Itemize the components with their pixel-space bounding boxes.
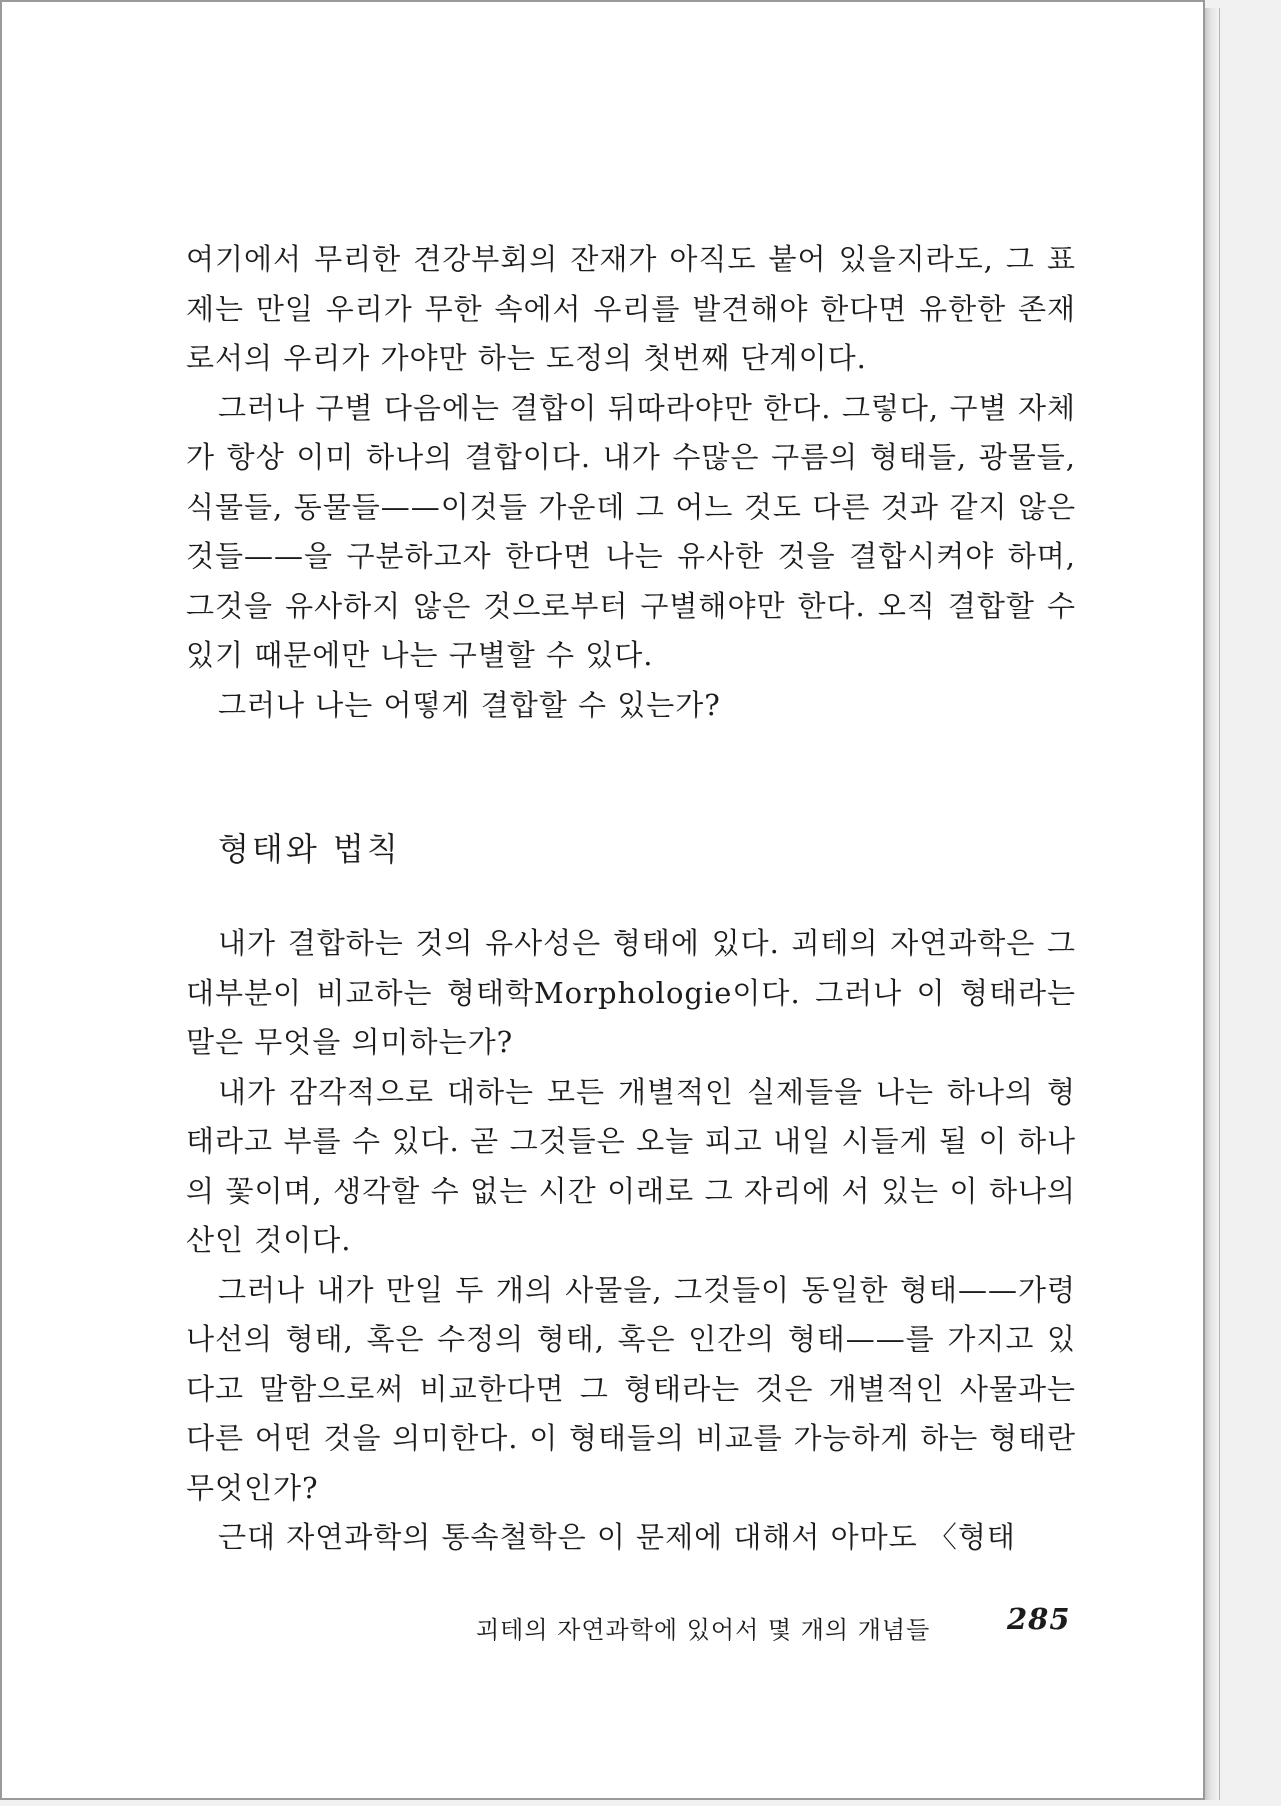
paragraph: 내가 결합하는 것의 유사성은 형태에 있다. 괴테의 자연과학은 그 대부분이 비교하는 형태학Morphologie이다. 그러나 이 형태라는 말은 무엇을 의미하는가?	[186, 926, 1076, 1059]
paragraph: 그러나 구별 다음에는 결합이 뒤따라야만 한다. 그렇다, 구별 자체가 항상 이미 하나의 결합이다. 내가 수많은 구름의 형태들, 광물들, 식물들, 동물들——이것들 가운데 그 어느 것도 다른 것과 같지 않은 것들——을 구분하고자 한다면 나는 유사한 것을 결합시켜야 하며, 그것을 유사하지 않은 것으로부터 구별해야만 한다. 오직 결합할 수 있기 때문에만 나는 구별할 수 있다.	[186, 390, 1076, 672]
paragraph: 그러나 나는 어떻게 결합할 수 있는가?	[218, 687, 721, 722]
paragraph: 여기에서 무리한 견강부회의 잔재가 아직도 붙어 있을지라도, 그 표제는 만일 우리가 무한 속에서 우리를 발견해야 한다면 유한한 존재로서의 우리가 가야만 하는 도정의 첫번째 단계이다.	[186, 242, 1076, 375]
paragraph: 내가 감각적으로 대하는 모든 개별적인 실제들을 나는 하나의 형태라고 부를 수 있다. 곧 그것들은 오늘 피고 내일 시들게 될 이 하나의 꽃이며, 생각할 수 없는 시간 이래로 그 자리에 서 있는 이 하나의 산인 것이다.	[186, 1074, 1076, 1257]
running-footer-title: 괴테의 자연과학에 있어서 몇 개의 개념들	[476, 1616, 931, 1644]
page-number: 285	[1007, 1602, 1071, 1636]
paragraph: 그러나 내가 만일 두 개의 사물을, 그것들이 동일한 형태——가령 나선의 형태, 혹은 수정의 형태, 혹은 인간의 형태——를 가지고 있다고 말함으로써 비교한다면 그 형태라는 것은 개별적인 사물과는 다른 어떤 것을 의미한다. 이 형태들의 비교를 가능하게 하는 형태란 무엇인가?	[186, 1272, 1076, 1505]
section-heading: 형태와 법칙	[218, 830, 401, 868]
body-text-bottom	[186, 919, 1076, 1563]
body-text-top	[186, 235, 1076, 730]
paragraph: 근대 자연과학의 통속철학은 이 문제에 대해서 아마도 〈형태	[218, 1520, 1016, 1554]
page-edge-shadow	[1205, 8, 1220, 1800]
